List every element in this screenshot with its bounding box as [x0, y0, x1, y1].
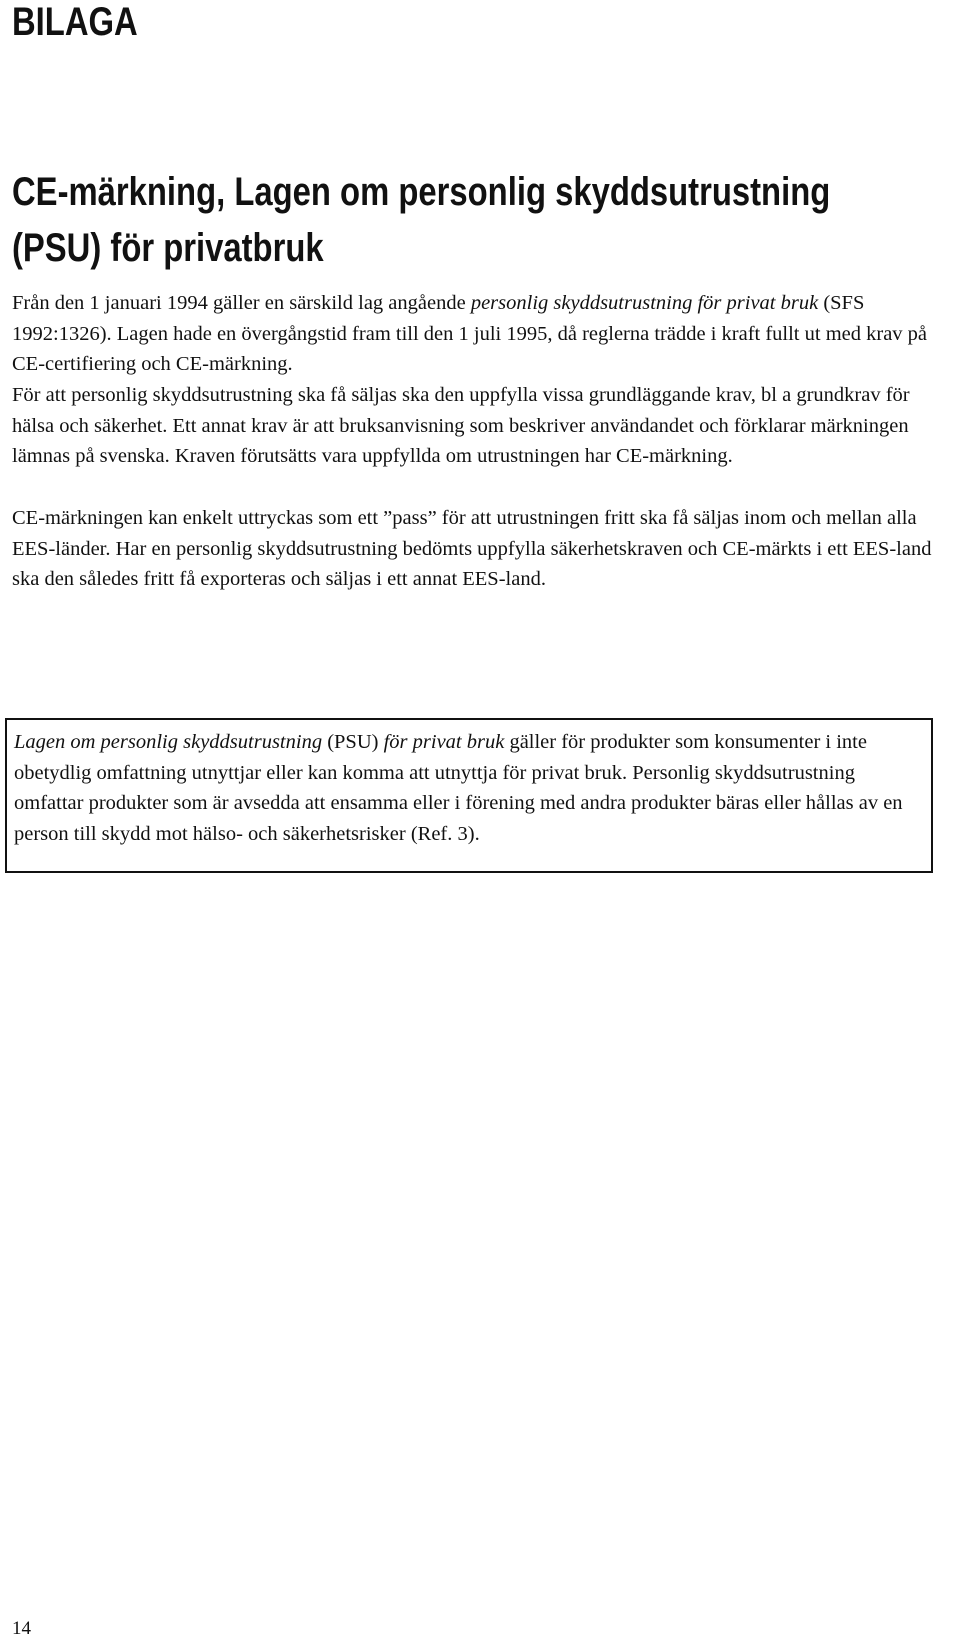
- page-title-line-2: (PSU) för privatbruk: [12, 226, 324, 270]
- paragraph-intro-emphasis: personlig skyddsutrustning för privat bruk: [470, 292, 819, 314]
- page-title: [12, 164, 830, 276]
- boxed-note-body: gäller för produkter som konsumenter i inte obetydlig omfattning utnyttjar eller kan komma att utnyttja för privat bruk. Personlig skyddsutrustning omfattar produkter som är avsedda att ensamma eller i förening med andra produkter bäras eller hållas av en person till skydd mot hälso- och säkerhetsrisker (Ref. 3).: [14, 731, 903, 845]
- paragraph-ce-marking: CE-märkningen kan enkelt uttryckas som ett ”pass” för att utrustningen fritt ska få säljas inom och mellan alla EES-länder. Har en personlig skyddsutrustning bedömts uppfylla säkerhetskraven och CE-märkts i ett EES-land ska den således fritt få exporteras och säljas i ett annat EES-land.: [12, 507, 932, 590]
- boxed-note-abbrev: (PSU): [322, 731, 384, 753]
- paragraph-requirements: För att personlig skyddsutrustning ska få säljas ska den uppfylla vissa grundläggande krav, bl a grundkrav för hälsa och säkerhet. Ett annat krav är att bruksanvisning som beskriver användandet och förklarar märkningen lämnas på svenska. Kraven förutsätts vara uppfyllda om utrustningen har CE-märkning.: [12, 384, 910, 467]
- page-number: 14: [12, 1618, 31, 1639]
- paragraph-intro-text-end: (SFS 1992:1326). Lagen hade en övergångstid fram till den 1 juli 1995, då reglerna trädde i kraft fullt ut med krav på CE-certifiering och CE-märkning.: [12, 292, 928, 375]
- section-label: BILAGA: [12, 0, 138, 44]
- paragraph-intro-text-start: Från den 1 januari 1994 gäller en särskild lag angående: [12, 292, 471, 314]
- page-title-line-1: CE-märkning, Lagen om personlig skyddsutrustning: [12, 170, 831, 214]
- boxed-note-law-name: Lagen om personlig skyddsutrustning: [14, 731, 323, 753]
- boxed-note: [5, 718, 933, 873]
- boxed-note-text: [14, 727, 921, 849]
- paragraph-intro: [12, 288, 942, 380]
- boxed-note-private-use: för privat bruk: [383, 731, 505, 753]
